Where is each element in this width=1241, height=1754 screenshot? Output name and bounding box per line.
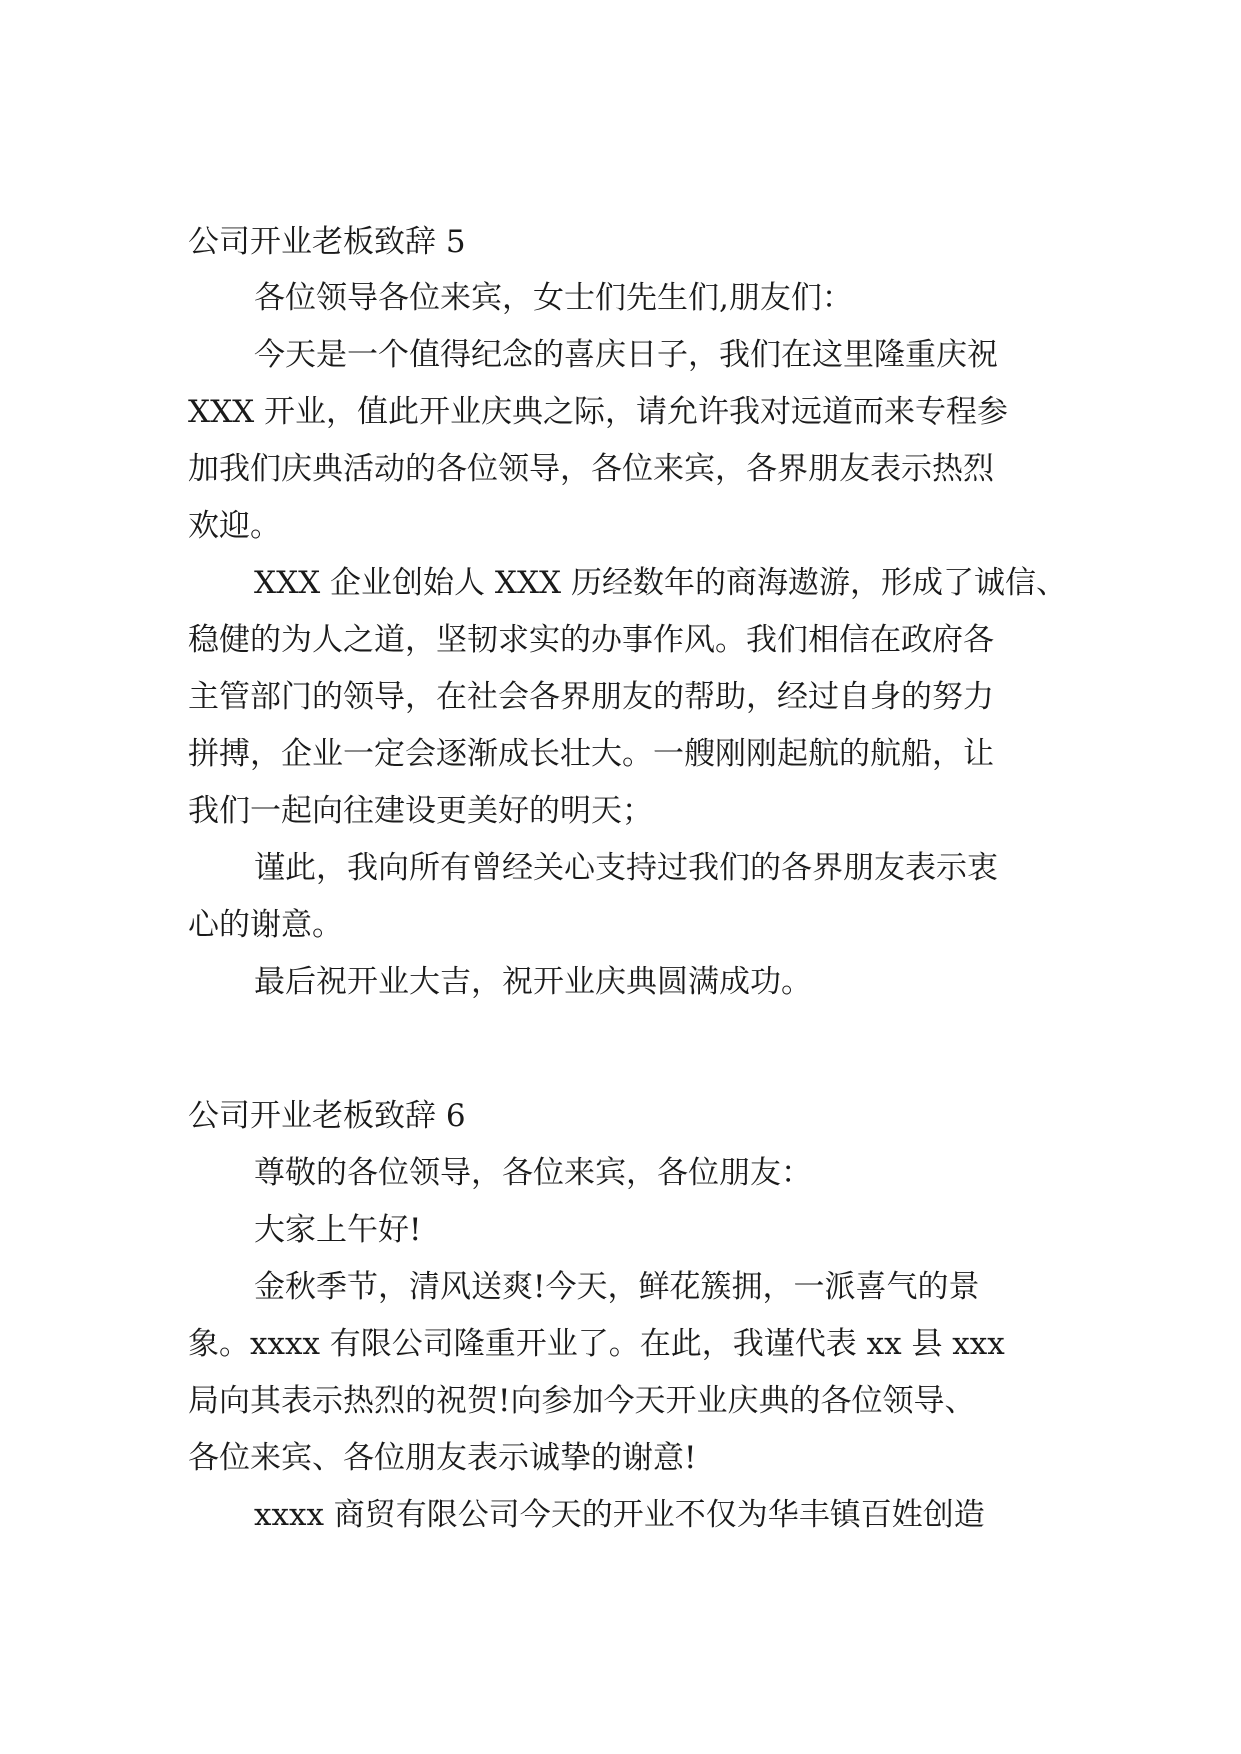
paragraph-line: 加我们庆典活动的各位领导，各位来宾，各界朋友表示热烈 (188, 451, 994, 487)
section-6-title: 公司开业老板致辞 6 (188, 1098, 466, 1134)
paragraph-line: 今天是一个值得纪念的喜庆日子，我们在这里隆重庆祝 (254, 337, 998, 373)
paragraph-line: 金秋季节，清风送爽!今天，鲜花簇拥，一派喜气的景 (254, 1269, 980, 1305)
paragraph-line: 谨此，我向所有曾经关心支持过我们的各界朋友表示衷 (254, 850, 998, 886)
paragraph-line: 欢迎。 (188, 508, 281, 544)
paragraph-line: 心的谢意。 (188, 907, 343, 943)
paragraph-line: 象。xxxx 有限公司隆重开业了。在此，我谨代表 xx 县 xxx (188, 1326, 1005, 1362)
section-6-salutation: 尊敬的各位领导，各位来宾，各位朋友： (254, 1155, 812, 1191)
paragraph-line: 最后祝开业大吉，祝开业庆典圆满成功。 (254, 964, 812, 1000)
paragraph-line: 我们一起向往建设更美好的明天； (188, 793, 653, 829)
paragraph-line: 稳健的为人之道，坚韧求实的办事作风。我们相信在政府各 (188, 622, 994, 658)
paragraph-line: XXX 企业创始人 XXX 历经数年的商海遨游，形成了诚信、 (254, 565, 1067, 601)
section-5-title: 公司开业老板致辞 5 (188, 224, 466, 260)
section-5-salutation: 各位领导各位来宾，女士们先生们,朋友们： (254, 280, 853, 316)
paragraph-line: XXX 开业，值此开业庆典之际，请允许我对远道而来专程参 (188, 394, 1009, 430)
paragraph-line: 局向其表示热烈的祝贺!向参加今天开业庆典的各位领导、 (188, 1383, 976, 1419)
paragraph-line: 主管部门的领导，在社会各界朋友的帮助，经过自身的努力 (188, 679, 994, 715)
paragraph-line: xxxx 商贸有限公司今天的开业不仅为华丰镇百姓创造 (254, 1497, 985, 1533)
paragraph-line: 拼搏，企业一定会逐渐成长壮大。一艘刚刚起航的航船，让 (188, 736, 994, 772)
paragraph-line: 大家上午好! (254, 1212, 422, 1248)
paragraph-line: 各位来宾、各位朋友表示诚挚的谢意! (188, 1440, 697, 1476)
